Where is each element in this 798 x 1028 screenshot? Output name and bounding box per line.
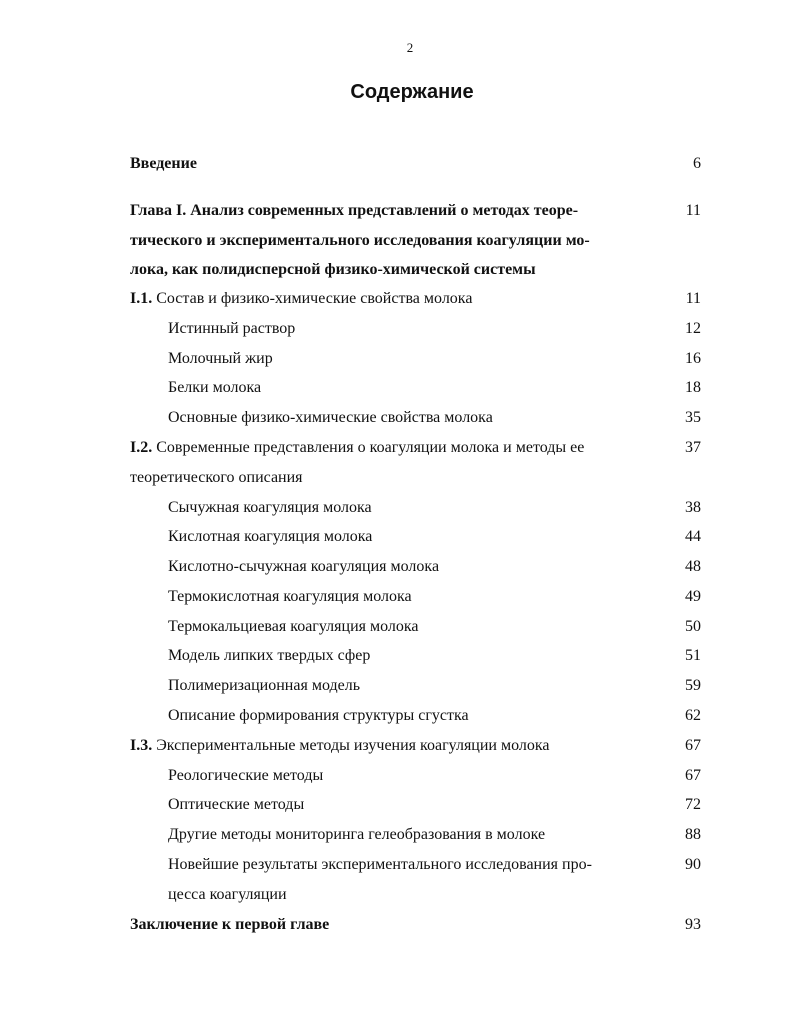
toc-section-1-3-number: I.3. bbox=[130, 737, 153, 754]
toc-item-page: 16 bbox=[685, 350, 701, 367]
toc-item: Реологические методы bbox=[168, 767, 324, 784]
toc-item: Модель липких твердых сфер bbox=[168, 647, 371, 664]
toc-section-1-2-label-cont: теоретического описания bbox=[130, 469, 303, 486]
toc-section-1-1-number: I.1. bbox=[130, 290, 153, 307]
toc-item-page: 38 bbox=[685, 499, 701, 516]
toc-item-page: 88 bbox=[685, 826, 701, 843]
toc-item: Сычужная коагуляция молока bbox=[168, 499, 372, 516]
toc-section-1-2-number: I.2. bbox=[130, 439, 153, 456]
toc-intro-page: 6 bbox=[693, 155, 701, 172]
toc-section-1-2 bbox=[130, 438, 584, 458]
toc-item: Описание формирования структуры сгустка bbox=[168, 707, 469, 724]
toc-section-1-2-label: Современные представления о коагуляции молока и методы ее bbox=[156, 439, 585, 456]
toc-chapter1-line1: Глава I. Анализ современных представлений о методах теоре- bbox=[130, 202, 579, 219]
page-number: 2 bbox=[406, 40, 414, 55]
toc-item-page: 67 bbox=[685, 767, 701, 784]
toc-item-page: 48 bbox=[685, 558, 701, 575]
toc-section-1-3 bbox=[130, 736, 550, 756]
toc-item-cont: цесса коагуляции bbox=[168, 886, 287, 903]
toc-item-page: 51 bbox=[685, 647, 701, 664]
toc-item-page: 12 bbox=[685, 320, 701, 337]
toc-section-1-1 bbox=[130, 289, 472, 309]
toc-item: Оптические методы bbox=[168, 796, 305, 813]
page-title: Содержание bbox=[350, 81, 474, 103]
toc-item: Другие методы мониторинга гелеобразования в молоке bbox=[168, 826, 546, 843]
toc-section-1-3-page: 67 bbox=[685, 737, 701, 754]
toc-item-page: 50 bbox=[685, 618, 701, 635]
toc-item: Кислотная коагуляция молока bbox=[168, 528, 373, 545]
toc-item: Полимеризационная модель bbox=[168, 677, 360, 694]
toc-item: Истинный раствор bbox=[168, 320, 296, 337]
toc-item-page: 18 bbox=[685, 379, 701, 396]
toc-conclusion-label: Заключение к первой главе bbox=[130, 916, 330, 933]
toc-item-page: 62 bbox=[685, 707, 701, 724]
toc-conclusion-page: 93 bbox=[685, 916, 701, 933]
toc-item: Кислотно-сычужная коагуляция молока bbox=[168, 558, 440, 575]
toc-item: Молочный жир bbox=[168, 350, 273, 367]
toc-section-1-2-page: 37 bbox=[685, 439, 701, 456]
toc-section-1-3-label: Экспериментальные методы изучения коагуляции молока bbox=[156, 737, 550, 754]
toc-item: Основные физико-химические свойства молока bbox=[168, 409, 493, 426]
toc-item: Термокислотная коагуляция молока bbox=[168, 588, 412, 605]
toc-chapter1-line2: тического и экспериментального исследования коагуляции мо- bbox=[130, 232, 590, 249]
toc-item-page: 35 bbox=[685, 409, 701, 426]
toc-item: Новейшие результаты экспериментального исследования про- bbox=[168, 856, 592, 873]
toc-section-1-1-page: 11 bbox=[685, 290, 701, 307]
toc-item-page: 72 bbox=[685, 796, 701, 813]
toc-chapter1-page: 11 bbox=[685, 202, 701, 219]
toc-item: Белки молока bbox=[168, 379, 262, 396]
toc-item-page: 49 bbox=[685, 588, 701, 605]
toc-chapter1-line3: лока, как полидисперсной физико-химической системы bbox=[130, 261, 536, 278]
toc-intro-label: Введение bbox=[130, 155, 197, 172]
toc-section-1-1-label: Состав и физико-химические свойства молока bbox=[156, 290, 473, 307]
toc-item: Термокальциевая коагуляция молока bbox=[168, 618, 419, 635]
toc-item-page: 90 bbox=[685, 856, 701, 873]
toc-item-page: 59 bbox=[685, 677, 701, 694]
toc-item-page: 44 bbox=[685, 528, 701, 545]
